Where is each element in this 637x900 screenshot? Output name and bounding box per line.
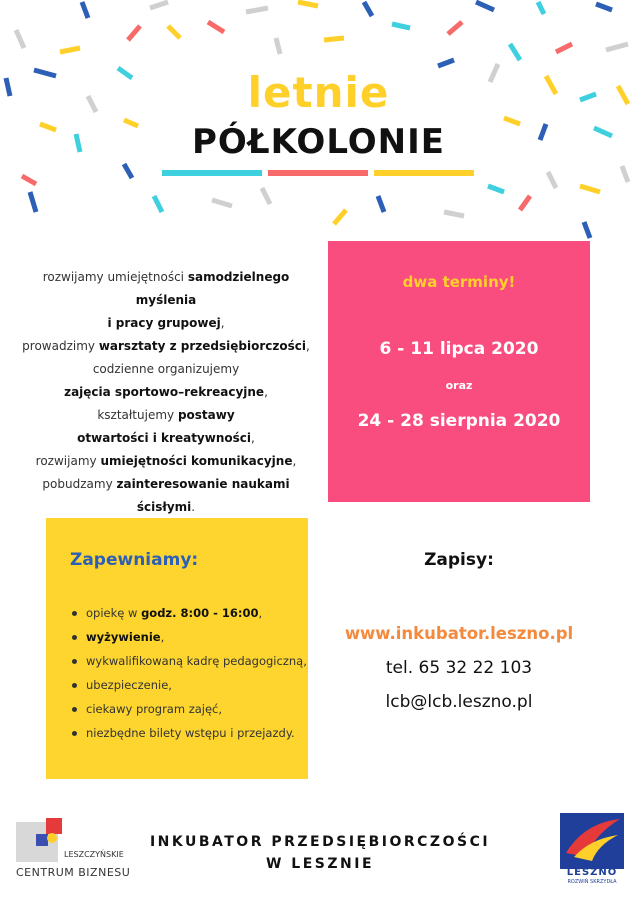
footer-org-line2: W LESZNIE: [265, 856, 375, 872]
provide-list: [70, 601, 307, 745]
title-underline-cyan: [162, 170, 262, 176]
intro-line: rozwijamy umiejętności samodzielnego myślenia: [42, 270, 290, 307]
terms-box: [328, 241, 590, 502]
bullet-icon: [72, 635, 77, 640]
confetti-decoration: [0, 0, 637, 240]
lcb-logo-line1: LESZCZYŃSKIE: [64, 850, 124, 859]
bullet-icon: [72, 683, 77, 688]
leszno-logo: [560, 813, 624, 885]
list-item: wykwalifikowaną kadrę pedagogiczną,: [70, 649, 307, 673]
list-item: ciekawy program zajęć,: [70, 697, 307, 721]
term-july: 6 - 11 lipca 2020: [379, 339, 539, 359]
signup-heading: Zapisy:: [424, 550, 494, 570]
title-underline-coral: [268, 170, 368, 176]
terms-connector: oraz: [445, 379, 473, 392]
intro-line: zajęcia sportowo–rekreacyjne,: [64, 385, 268, 399]
bullet-icon: [72, 659, 77, 664]
intro-line: prowadzimy warsztaty z przedsiębiorczości,: [22, 339, 310, 353]
list-item: wyżywienie,: [70, 625, 307, 649]
title-polkolonie: PÓŁKOLONIE: [191, 122, 446, 162]
phone-number[interactable]: tel. 65 32 22 103: [385, 658, 533, 678]
list-item: ubezpieczenie,: [70, 673, 307, 697]
provide-heading: Zapewniamy:: [70, 550, 199, 570]
lcb-logo: [14, 818, 132, 884]
terms-heading: dwa terminy!: [402, 273, 516, 291]
list-item: opiekę w godz. 8:00 - 16:00,: [70, 601, 307, 625]
website-link[interactable]: www.inkubator.leszno.pl: [344, 624, 574, 643]
intro-line: otwartości i kreatywności,: [77, 431, 255, 445]
bullet-icon: [72, 611, 77, 616]
title-letnie: letnie: [247, 68, 390, 117]
bullet-icon: [72, 731, 77, 736]
leszno-wings-icon: [560, 813, 624, 869]
leszno-logo-name: LESZNO: [566, 867, 618, 878]
term-august: 24 - 28 sierpnia 2020: [357, 411, 561, 431]
intro-text: [16, 266, 316, 519]
intro-line: kształtujemy postawy: [97, 408, 235, 422]
list-item: niezbędne bilety wstępu i przejazdy.: [70, 721, 307, 745]
footer-org-line1: INKUBATOR PRZEDSIĘBIORCZOŚCI: [149, 834, 491, 850]
intro-line: pobudzamy zainteresowanie naukami ścisłymi.: [42, 477, 290, 514]
title-underline-yellow: [374, 170, 474, 176]
lcb-logo-line2: CENTRUM BIZNESU: [16, 866, 131, 879]
intro-line: codzienne organizujemy: [92, 362, 240, 376]
intro-line: rozwijamy umiejętności komunikacyjne,: [35, 454, 297, 468]
bullet-icon: [72, 707, 77, 712]
leszno-logo-tagline: ROZWIŃ SKRZYDŁA: [567, 879, 617, 885]
provide-box: [46, 518, 308, 779]
email-link[interactable]: lcb@lcb.leszno.pl: [385, 692, 533, 712]
intro-line: i pracy grupowej,: [107, 316, 225, 330]
